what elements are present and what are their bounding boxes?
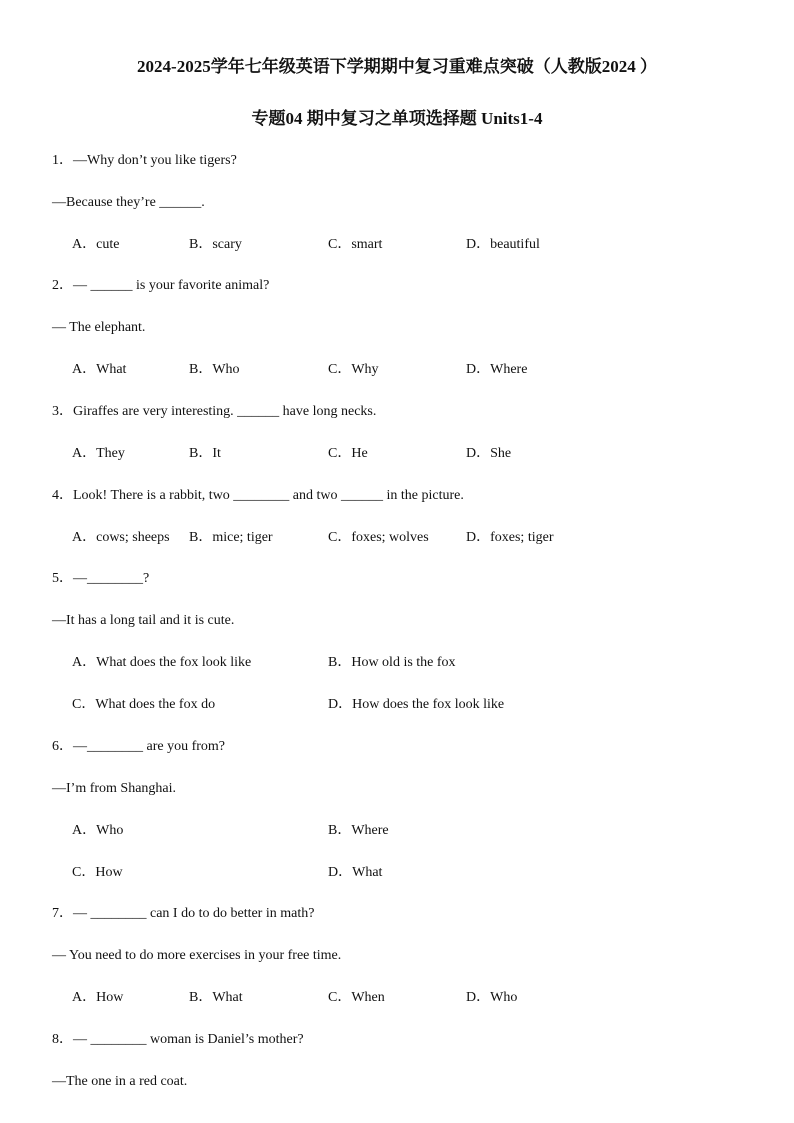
question-5-stem: 5．—________? bbox=[52, 571, 150, 586]
question-4-option-c[interactable]: C．foxes; wolves bbox=[328, 530, 429, 545]
question-5-option-d[interactable]: D．How does the fox look like bbox=[328, 697, 505, 712]
question-2-answer-line: — The elephant. bbox=[52, 320, 146, 335]
question-1-answer-line: —Because they’re ______. bbox=[52, 195, 205, 210]
question-7-option-d[interactable]: D．Who bbox=[466, 990, 518, 1005]
question-5-answer-line: —It has a long tail and it is cute. bbox=[52, 613, 235, 628]
question-5-option-b[interactable]: B．How old is the fox bbox=[328, 655, 456, 670]
page-subtitle: 专题04 期中复习之单项选择题 Units1-4 bbox=[251, 109, 543, 128]
question-3-option-a[interactable]: A．They bbox=[72, 446, 125, 461]
question-2-option-a[interactable]: A．What bbox=[72, 362, 127, 377]
question-3-option-c[interactable]: C．He bbox=[328, 446, 368, 461]
question-2-option-b[interactable]: B．Who bbox=[189, 362, 240, 377]
question-1-option-a[interactable]: A．cute bbox=[72, 237, 120, 252]
question-7-option-a[interactable]: A．How bbox=[72, 990, 124, 1005]
question-5-option-c[interactable]: C．What does the fox do bbox=[72, 697, 216, 712]
question-6-option-b[interactable]: B．Where bbox=[328, 823, 389, 838]
question-6-answer-line: —I’m from Shanghai. bbox=[52, 781, 177, 796]
question-4-stem: 4．Look! There is a rabbit, two ________ and two ______ in the picture. bbox=[52, 488, 464, 503]
question-2-option-d[interactable]: D．Where bbox=[466, 362, 528, 377]
question-7-option-c[interactable]: C．When bbox=[328, 990, 385, 1005]
question-1-option-b[interactable]: B．scary bbox=[189, 237, 242, 252]
question-1-option-c[interactable]: C．smart bbox=[328, 237, 383, 252]
question-6-option-d[interactable]: D．What bbox=[328, 865, 383, 880]
question-6-option-c[interactable]: C．How bbox=[72, 865, 123, 880]
question-3-option-b[interactable]: B．It bbox=[189, 446, 221, 461]
question-8-stem: 8．— ________ woman is Daniel’s mother? bbox=[52, 1032, 304, 1047]
question-7-answer-line: — You need to do more exercises in your free time. bbox=[52, 948, 342, 963]
question-1-option-d[interactable]: D．beautiful bbox=[466, 237, 540, 252]
question-3-stem: 3．Giraffes are very interesting. ______ have long necks. bbox=[52, 404, 377, 419]
question-3-option-d[interactable]: D．She bbox=[466, 446, 512, 461]
question-4-option-a[interactable]: A．cows; sheeps bbox=[72, 530, 170, 545]
question-1-stem: 1．—Why don’t you like tigers? bbox=[52, 153, 237, 168]
page-title: 2024-2025学年七年级英语下学期期中复习重难点突破（人教版2024 ） bbox=[137, 57, 657, 76]
question-6-stem: 6．—________ are you from? bbox=[52, 739, 226, 754]
question-2-option-c[interactable]: C．Why bbox=[328, 362, 379, 377]
question-2-stem: 2．— ______ is your favorite animal? bbox=[52, 278, 270, 293]
question-6-option-a[interactable]: A．Who bbox=[72, 823, 124, 838]
question-4-option-d[interactable]: D．foxes; tiger bbox=[466, 530, 554, 545]
question-4-option-b[interactable]: B．mice; tiger bbox=[189, 530, 273, 545]
question-7-stem: 7．— ________ can I do to do better in math? bbox=[52, 906, 315, 921]
question-5-option-a[interactable]: A．What does the fox look like bbox=[72, 655, 252, 670]
question-8-answer-line: —The one in a red coat. bbox=[52, 1074, 188, 1089]
question-7-option-b[interactable]: B．What bbox=[189, 990, 243, 1005]
